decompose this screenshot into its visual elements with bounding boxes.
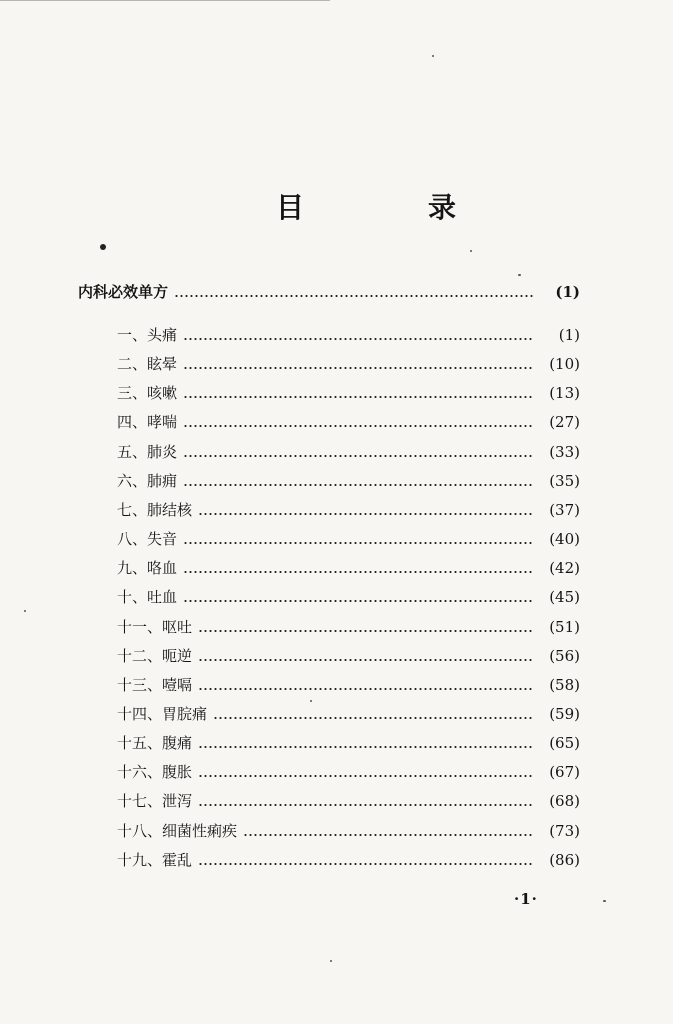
- toc-entry-page: (86): [549, 851, 580, 869]
- toc-entry-label: 十五、腹痛: [117, 734, 193, 752]
- dot-leader: [243, 834, 534, 836]
- page-number: ·1·: [514, 890, 538, 908]
- toc-entry-label: 十二、呃逆: [117, 647, 193, 665]
- toc-entry-page: (56): [549, 647, 580, 665]
- toc-entry-row[interactable]: [117, 644, 580, 668]
- dot-leader: [198, 688, 534, 690]
- toc-entry-row[interactable]: [117, 702, 580, 726]
- toc-entry-page: (58): [549, 676, 580, 694]
- dot-leader: [198, 659, 534, 661]
- dot-leader: [198, 513, 534, 515]
- toc-entry-page: (45): [549, 588, 580, 606]
- toc-entry-label: 八、失音: [117, 530, 178, 548]
- toc-entry-label: 十一、呕吐: [117, 618, 193, 636]
- toc-entry-label: 六、肺痈: [117, 472, 178, 490]
- toc-entry-page: (10): [549, 355, 580, 373]
- toc-entry-row[interactable]: [117, 527, 580, 551]
- toc-entry-row[interactable]: [117, 498, 580, 522]
- toc-entry-page: (68): [549, 792, 580, 810]
- toc-entry-label: 五、肺炎: [117, 443, 178, 461]
- toc-entry-page: (37): [549, 501, 580, 519]
- toc-entry-page: (13): [549, 384, 580, 402]
- toc-entry-row[interactable]: [117, 556, 580, 580]
- dot-leader: [198, 775, 534, 777]
- toc-entry-label: 十三、噎嗝: [117, 676, 193, 694]
- toc-entry-label: 二、眩晕: [117, 355, 178, 373]
- toc-entry-label: 三、咳嗽: [117, 384, 178, 402]
- toc-entry-label: 四、哮喘: [117, 413, 178, 431]
- toc-entry-row[interactable]: [117, 760, 580, 784]
- toc-entry-row[interactable]: [117, 789, 580, 813]
- toc-entry-page: (1): [558, 326, 580, 344]
- toc-entry-page: (33): [549, 443, 580, 461]
- toc-entry-row[interactable]: [117, 469, 580, 493]
- dot-leader: [183, 571, 534, 573]
- dot-leader: [198, 804, 534, 806]
- dot-leader: [183, 455, 534, 457]
- toc-entry-page: (27): [549, 413, 580, 431]
- toc-entry-label: 九、咯血: [117, 559, 178, 577]
- dot-leader: [174, 295, 534, 297]
- toc-entry-row[interactable]: [117, 819, 580, 843]
- toc-entry-page: (42): [549, 559, 580, 577]
- toc-entry-label: 十七、泄泻: [117, 792, 193, 810]
- toc-entry-row[interactable]: [117, 352, 580, 376]
- toc-entry-page: (59): [549, 705, 580, 723]
- toc-entry-label: 一、头痛: [117, 326, 178, 344]
- toc-entry-label: 十、吐血: [117, 588, 178, 606]
- toc-entry-row[interactable]: [117, 673, 580, 697]
- toc-section-page: (1): [555, 283, 580, 301]
- dot-leader: [183, 396, 534, 398]
- toc-section-row[interactable]: [78, 280, 580, 304]
- scan-speck: [518, 274, 521, 276]
- toc-entry-page: (51): [549, 618, 580, 636]
- toc-entry-label: 十八、细菌性痢疾: [117, 822, 238, 840]
- scan-speck: [432, 55, 434, 57]
- bullet-mark: [100, 244, 106, 250]
- toc-entry-page: (67): [549, 763, 580, 781]
- toc-entry-row[interactable]: [117, 323, 580, 347]
- dot-leader: [183, 484, 534, 486]
- toc-entry-row[interactable]: [117, 585, 580, 609]
- scan-edge-line: [0, 0, 330, 1]
- toc-entry-row[interactable]: [117, 848, 580, 872]
- toc-entry-row[interactable]: [117, 615, 580, 639]
- dot-leader: [183, 542, 534, 544]
- toc-entry-label: 七、肺结核: [117, 501, 193, 519]
- scan-speck: [603, 900, 606, 902]
- dot-leader: [183, 338, 534, 340]
- toc-entry-label: 十四、胃脘痛: [117, 705, 208, 723]
- toc-entry-page: (73): [549, 822, 580, 840]
- toc-section-label: 内科必效单方: [78, 283, 169, 301]
- scan-speck: [330, 960, 332, 962]
- scan-speck: [24, 610, 26, 612]
- dot-leader: [213, 717, 534, 719]
- scan-speck: [470, 250, 472, 252]
- page-title: 目 录: [276, 191, 505, 224]
- toc-entry-row[interactable]: [117, 440, 580, 464]
- scan-speck: [310, 700, 312, 702]
- toc-entry-label: 十九、霍乱: [117, 851, 193, 869]
- toc-entry-page: (40): [549, 530, 580, 548]
- toc-entry-row[interactable]: [117, 381, 580, 405]
- toc-entry-row[interactable]: [117, 731, 580, 755]
- dot-leader: [198, 630, 534, 632]
- dot-leader: [183, 425, 534, 427]
- dot-leader: [183, 367, 534, 369]
- toc-entry-page: (35): [549, 472, 580, 490]
- dot-leader: [198, 863, 534, 865]
- dot-leader: [183, 600, 534, 602]
- toc-entry-label: 十六、腹胀: [117, 763, 193, 781]
- toc-entry-page: (65): [549, 734, 580, 752]
- toc-entry-row[interactable]: [117, 410, 580, 434]
- dot-leader: [198, 746, 534, 748]
